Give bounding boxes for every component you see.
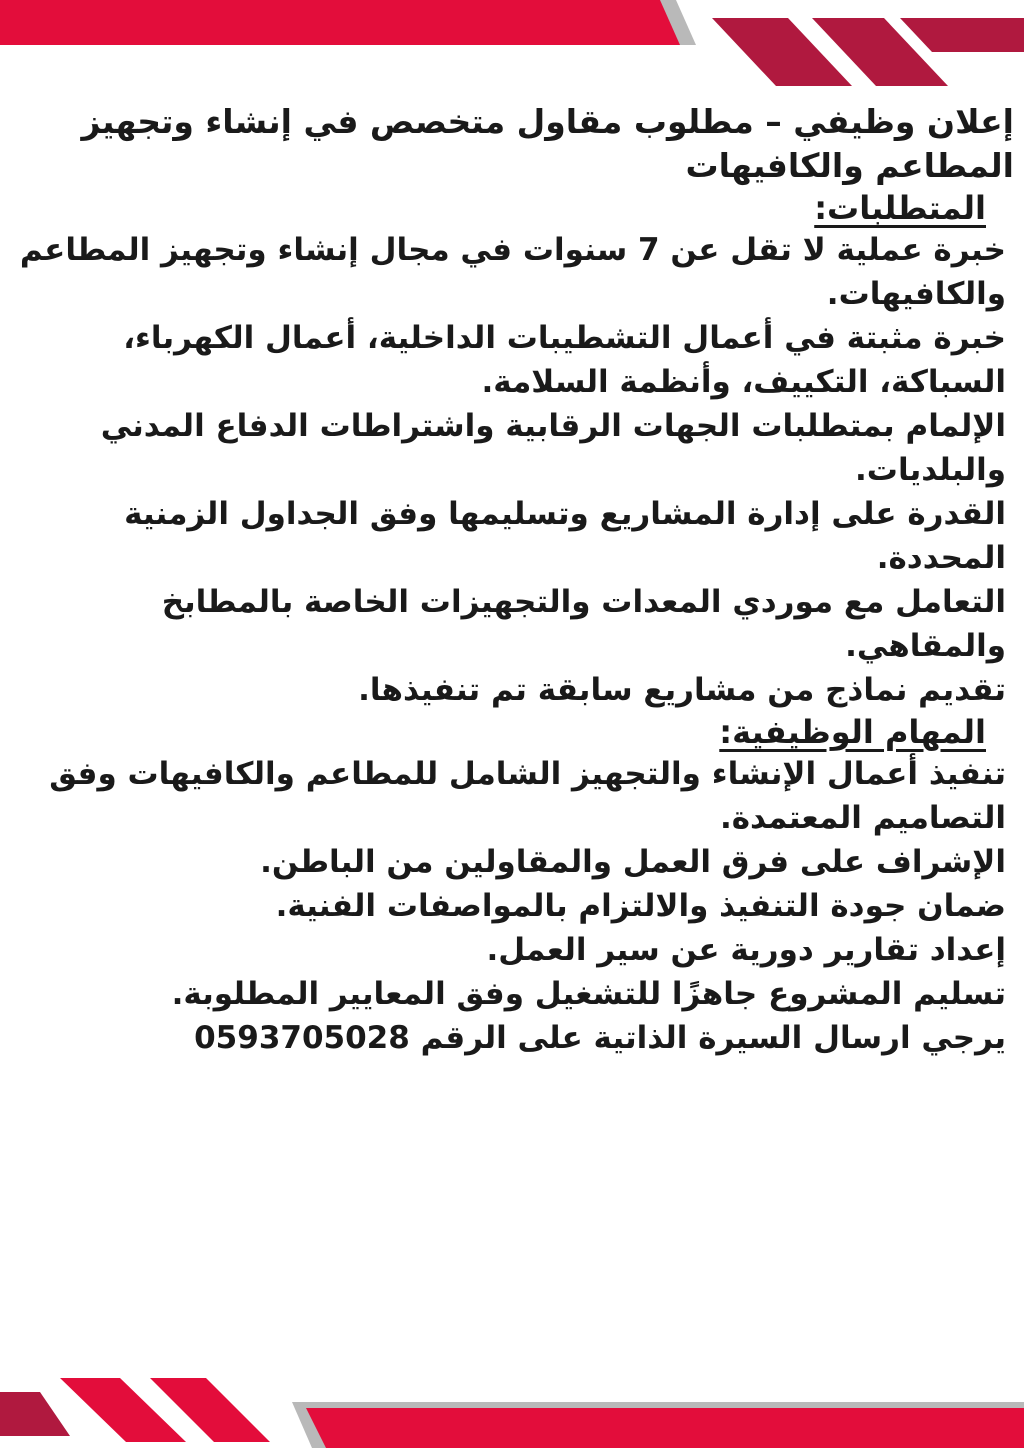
- requirement-item: تقديم نماذج من مشاريع سابقة تم تنفيذها.: [358, 672, 1006, 708]
- requirement-item: خبرة مثبتة في أعمال التشطيبات الداخلية، أعمال الكهرباء، السباكة، التكييف، وأنظمة السلامة.: [123, 320, 1006, 400]
- top-red-stripe: [0, 0, 680, 45]
- requirement-item: القدرة على إدارة المشاريع وتسليمها وفق الجداول الزمنية المحددة.: [124, 496, 1006, 576]
- duty-item: إعداد تقارير دورية عن سير العمل.: [486, 932, 1006, 968]
- bottom-left-bar: [0, 1392, 70, 1436]
- bottom-red-stripe: [306, 1408, 1024, 1448]
- duty-item: تسليم المشروع جاهزًا للتشغيل وفق المعايير المطلوبة.: [171, 976, 1006, 1012]
- requirements-heading: المتطلبات:: [814, 189, 986, 227]
- top-decorative-band: [0, 0, 1024, 95]
- duty-item: ضمان جودة التنفيذ والالتزام بالمواصفات الفنية.: [275, 888, 1006, 924]
- requirement-item: التعامل مع موردي المعدات والتجهيزات الخاصة بالمطابخ والمقاهي.: [161, 584, 1006, 664]
- duties-list: [18, 752, 1014, 1016]
- contact-line: يرجي ارسال السيرة الذاتية على الرقم 0593705028: [194, 1020, 1006, 1056]
- duty-item: تنفيذ أعمال الإنشاء والتجهيز الشامل للمطاعم والكافيهات وفق التصاميم المعتمدة.: [49, 756, 1006, 836]
- requirements-list: [18, 228, 1014, 712]
- bottom-decorative-band: [0, 1378, 1024, 1448]
- duty-item: الإشراف على فرق العمل والمقاولين من الباطن.: [260, 844, 1006, 880]
- top-right-bar: [900, 18, 1024, 52]
- requirement-item: الإلمام بمتطلبات الجهات الرقابية واشتراطات الدفاع المدني والبلديات.: [100, 408, 1006, 488]
- duties-heading: المهام الوظيفية:: [719, 713, 986, 751]
- job-ad-content: [18, 100, 1014, 1060]
- job-title: إعلان وظيفي – مطلوب مقاول متخصص في إنشاء وتجهيز المطاعم والكافيهات: [81, 102, 1014, 185]
- requirement-item: خبرة عملية لا تقل عن 7 سنوات في مجال إنشاء وتجهيز المطاعم والكافيهات.: [19, 232, 1006, 312]
